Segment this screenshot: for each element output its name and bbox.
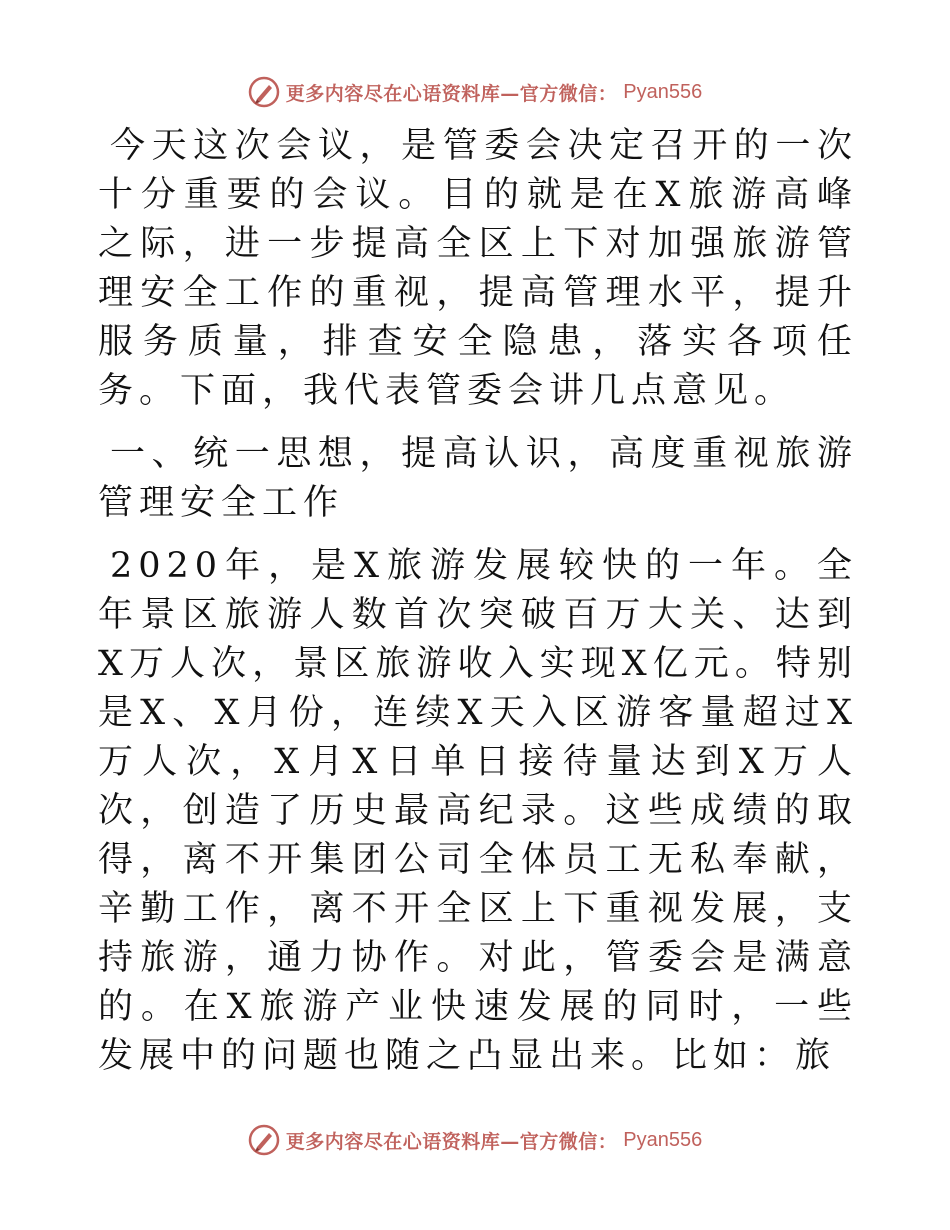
header-wechat-id: Pyan556 [623,80,703,103]
document-body [98,122,858,1081]
header-banner [0,72,950,112]
pen-logo-icon [248,76,280,108]
footer-banner [0,1120,950,1160]
footer-banner-text: 更多内容尽在心语资料库—官方微信： [285,1130,618,1153]
header-banner-text: 更多内容尽在心语资料库—官方微信： [285,82,618,105]
section-heading: 一、统一思想，提高认识，高度重视旅游管理安全工作 [98,434,858,523]
paragraph-intro: 今天这次会议，是管委会决定召开的一次十分重要的会议。目的就是在X旅游高峰之际，进一步提高全区上下对加强旅游管理安全工作的重视，提高管理水平，提升服务质量，排查安全隐患，落实各项任务。下面，我代表管委会讲几点意见。 [98,126,858,411]
paragraph-achievements: 2020年，是X旅游发展较快的一年。全年景区旅游人数首次突破百万大关、达到X万人次，景区旅游收入实现X亿元。特别是X、X月份，连续X天入区游客量超过X万人次，X月X日单日接待量达到X万人次，创造了历史最高纪录。这些成绩的取得，离不开集团公司全体员工无私奉献，辛勤工作，离不开全区上下重视发展，支持旅游，通力协作。对此，管委会是满意的。在X旅游产业快速发展的同时，一些发展中的问题也随之凸显出来。比如：旅 [98,546,858,1076]
pen-logo-icon [248,1124,280,1156]
footer-wechat-id: Pyan556 [623,1128,703,1151]
